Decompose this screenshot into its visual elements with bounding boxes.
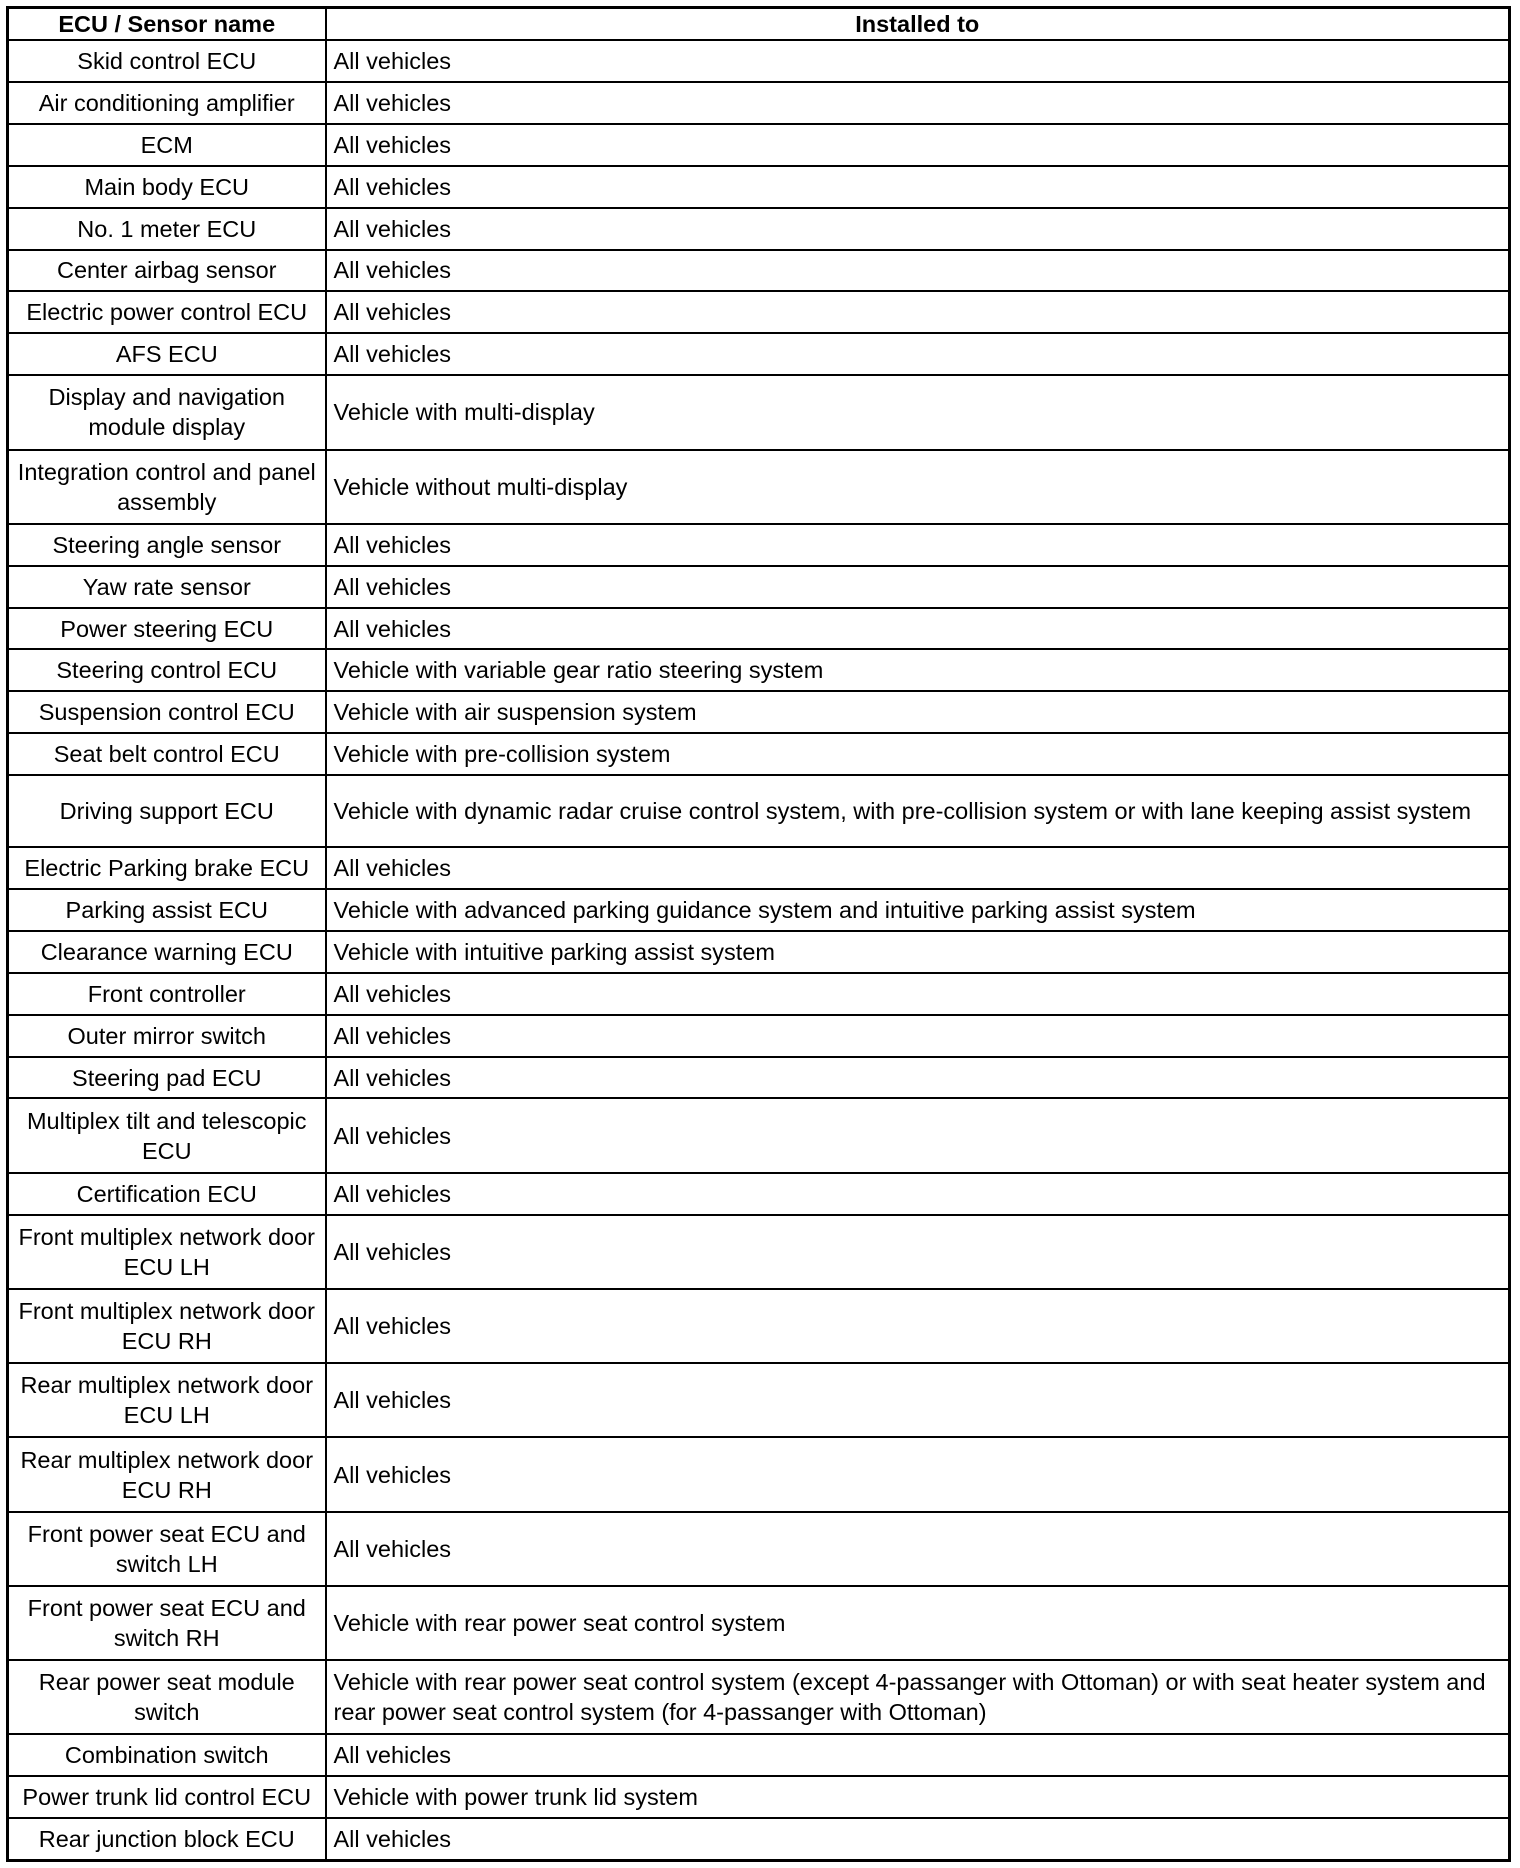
ecu-sensor-name-cell: Yaw rate sensor [8, 566, 326, 608]
header-row [8, 8, 1510, 41]
installed-to-cell: Vehicle with multi-display [326, 375, 1510, 449]
installed-to-cell: All vehicles [326, 291, 1510, 333]
installed-to-cell: All vehicles [326, 1057, 1510, 1099]
table-row [8, 973, 1510, 1015]
table-row [8, 82, 1510, 124]
installed-to-cell: All vehicles [326, 847, 1510, 889]
ecu-sensor-name-cell: Steering control ECU [8, 649, 326, 691]
table-row [8, 124, 1510, 166]
table-row [8, 1289, 1510, 1363]
table-row [8, 40, 1510, 82]
ecu-sensor-name-cell: Electric Parking brake ECU [8, 847, 326, 889]
installed-to-cell: All vehicles [326, 1734, 1510, 1776]
table-row [8, 1363, 1510, 1437]
table-row [8, 291, 1510, 333]
table-row [8, 1015, 1510, 1057]
ecu-sensor-name-cell: Parking assist ECU [8, 889, 326, 931]
table-row [8, 608, 1510, 650]
table-row [8, 1818, 1510, 1860]
installed-to-cell: All vehicles [326, 1173, 1510, 1215]
table-row [8, 208, 1510, 250]
table-row [8, 1512, 1510, 1586]
ecu-sensor-name-cell: Rear junction block ECU [8, 1818, 326, 1860]
installed-to-cell: Vehicle with rear power seat control system [326, 1586, 1510, 1660]
ecu-sensor-name-cell: Front power seat ECU and switch RH [8, 1586, 326, 1660]
table-row [8, 1437, 1510, 1511]
installed-to-cell: All vehicles [326, 524, 1510, 566]
installed-to-cell: All vehicles [326, 1098, 1510, 1172]
ecu-sensor-name-cell: Certification ECU [8, 1173, 326, 1215]
installed-to-cell: Vehicle with advanced parking guidance system and intuitive parking assist system [326, 889, 1510, 931]
installed-to-cell: All vehicles [326, 124, 1510, 166]
installed-to-cell: All vehicles [326, 40, 1510, 82]
installed-to-cell: All vehicles [326, 1215, 1510, 1289]
installed-to-cell: Vehicle with variable gear ratio steering system [326, 649, 1510, 691]
installed-to-cell: Vehicle with pre-collision system [326, 733, 1510, 775]
table-row [8, 1586, 1510, 1660]
ecu-sensor-name-cell: AFS ECU [8, 333, 326, 375]
ecu-sensor-name-cell: Multiplex tilt and telescopic ECU [8, 1098, 326, 1172]
ecu-sensor-name-cell: Seat belt control ECU [8, 733, 326, 775]
ecu-sensor-name-cell: Rear power seat module switch [8, 1660, 326, 1734]
installed-to-cell: All vehicles [326, 166, 1510, 208]
table-row [8, 1173, 1510, 1215]
installed-to-cell: Vehicle with power trunk lid system [326, 1776, 1510, 1818]
header-ecu-sensor-name: ECU / Sensor name [8, 8, 326, 41]
installed-to-cell: All vehicles [326, 250, 1510, 292]
installed-to-cell: All vehicles [326, 566, 1510, 608]
installed-to-cell: All vehicles [326, 1437, 1510, 1511]
ecu-sensor-name-cell: Skid control ECU [8, 40, 326, 82]
installed-to-cell: Vehicle with dynamic radar cruise control system, with pre-collision system or with lane keeping assist system [326, 775, 1510, 847]
ecu-sensor-name-cell: Front multiplex network door ECU RH [8, 1289, 326, 1363]
ecu-sensor-name-cell: Air conditioning amplifier [8, 82, 326, 124]
ecu-sensor-name-cell: Power trunk lid control ECU [8, 1776, 326, 1818]
ecu-sensor-name-cell: Rear multiplex network door ECU RH [8, 1437, 326, 1511]
installed-to-cell: Vehicle with intuitive parking assist system [326, 931, 1510, 973]
installed-to-cell: All vehicles [326, 608, 1510, 650]
installed-to-cell: All vehicles [326, 1512, 1510, 1586]
installed-to-cell: All vehicles [326, 973, 1510, 1015]
installed-to-cell: All vehicles [326, 1363, 1510, 1437]
ecu-sensor-name-cell: ECM [8, 124, 326, 166]
table-row [8, 450, 1510, 524]
installed-to-cell: All vehicles [326, 1818, 1510, 1860]
table-row [8, 733, 1510, 775]
installed-to-cell: Vehicle with air suspension system [326, 691, 1510, 733]
installed-to-cell: All vehicles [326, 208, 1510, 250]
installed-to-cell: Vehicle with rear power seat control system (except 4-passanger with Ottoman) or with seat heater system and rear power seat control system (for 4-passanger with Ottoman) [326, 1660, 1510, 1734]
ecu-sensor-name-cell: Outer mirror switch [8, 1015, 326, 1057]
table-row [8, 166, 1510, 208]
table-row [8, 847, 1510, 889]
installed-to-cell: All vehicles [326, 333, 1510, 375]
table-row [8, 1734, 1510, 1776]
ecu-sensor-name-cell: No. 1 meter ECU [8, 208, 326, 250]
ecu-sensor-name-cell: Steering angle sensor [8, 524, 326, 566]
header-installed-to: Installed to [326, 8, 1510, 41]
table-row [8, 1776, 1510, 1818]
ecu-sensor-name-cell: Clearance warning ECU [8, 931, 326, 973]
ecu-sensor-name-cell: Main body ECU [8, 166, 326, 208]
ecu-sensor-name-cell: Steering pad ECU [8, 1057, 326, 1099]
table-row [8, 649, 1510, 691]
ecu-sensor-name-cell: Integration control and panel assembly [8, 450, 326, 524]
ecu-sensor-name-cell: Driving support ECU [8, 775, 326, 847]
table-row [8, 524, 1510, 566]
ecu-sensor-table [6, 6, 1511, 1862]
table-row [8, 775, 1510, 847]
table-row [8, 1057, 1510, 1099]
table-row [8, 250, 1510, 292]
table-row [8, 1215, 1510, 1289]
ecu-sensor-name-cell: Power steering ECU [8, 608, 326, 650]
ecu-sensor-name-cell: Front multiplex network door ECU LH [8, 1215, 326, 1289]
installed-to-cell: All vehicles [326, 1289, 1510, 1363]
table-row [8, 1660, 1510, 1734]
ecu-sensor-name-cell: Front power seat ECU and switch LH [8, 1512, 326, 1586]
table-row [8, 1098, 1510, 1172]
table-row [8, 375, 1510, 449]
table-row [8, 889, 1510, 931]
table-row [8, 333, 1510, 375]
table-row [8, 566, 1510, 608]
installed-to-cell: All vehicles [326, 82, 1510, 124]
ecu-sensor-name-cell: Suspension control ECU [8, 691, 326, 733]
table-row [8, 691, 1510, 733]
ecu-sensor-name-cell: Front controller [8, 973, 326, 1015]
table-row [8, 931, 1510, 973]
installed-to-cell: All vehicles [326, 1015, 1510, 1057]
ecu-sensor-name-cell: Display and navigation module display [8, 375, 326, 449]
ecu-sensor-name-cell: Combination switch [8, 1734, 326, 1776]
ecu-sensor-name-cell: Center airbag sensor [8, 250, 326, 292]
installed-to-cell: Vehicle without multi-display [326, 450, 1510, 524]
ecu-sensor-name-cell: Electric power control ECU [8, 291, 326, 333]
ecu-sensor-name-cell: Rear multiplex network door ECU LH [8, 1363, 326, 1437]
